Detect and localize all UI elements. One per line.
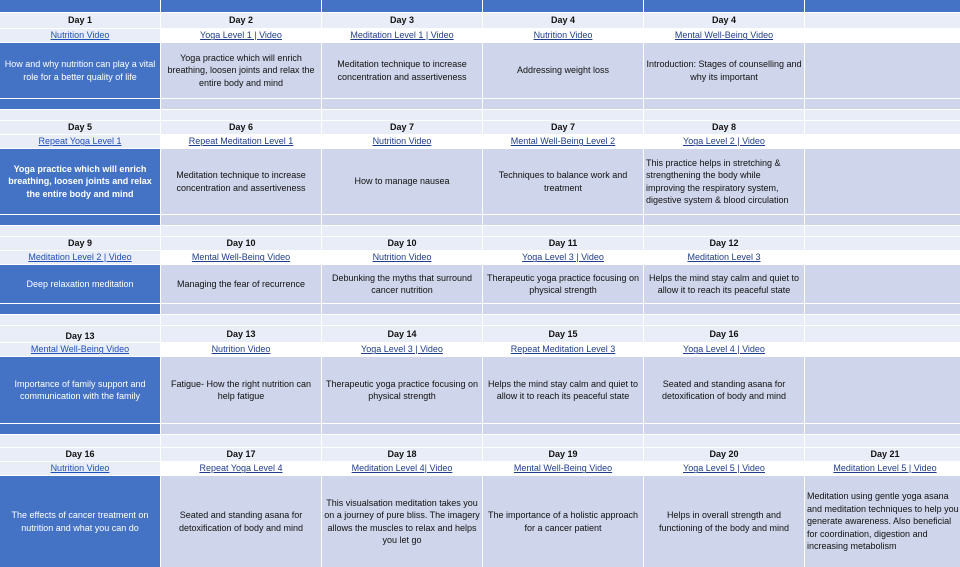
- spacer-cell: [0, 424, 160, 434]
- topic-description: Deep relaxation meditation: [0, 265, 160, 303]
- topic-description: Addressing weight loss: [483, 43, 643, 98]
- video-link[interactable]: [644, 343, 804, 356]
- spacer-cell: [483, 99, 643, 109]
- video-link[interactable]: [161, 251, 321, 264]
- spacer-cell: [0, 110, 160, 120]
- day-label: Day 8: [644, 121, 804, 134]
- video-link[interactable]: [161, 343, 321, 356]
- day-label: Day 13: [161, 326, 321, 342]
- day-label: Day 2: [161, 13, 321, 28]
- day-label: Day 9: [0, 237, 160, 250]
- topic-description: This visualsation meditation takes you on a journey of pure bliss. The imagery allows the muscles to relax and helps you let go: [322, 476, 482, 567]
- video-link[interactable]: [483, 343, 643, 356]
- day-label: Day 15: [483, 326, 643, 342]
- video-link[interactable]: [161, 462, 321, 475]
- spacer-cell: [161, 226, 321, 236]
- spacer-cell: [644, 99, 804, 109]
- spacer-cell: [805, 435, 960, 447]
- topic-description: Helps the mind stay calm and quiet to allow it to reach its peaceful state: [644, 265, 804, 303]
- spacer-cell: [483, 226, 643, 236]
- video-link-text[interactable]: Repeat Meditation Level 1: [188, 136, 294, 147]
- video-link[interactable]: [644, 462, 804, 475]
- spacer-cell: [0, 304, 160, 314]
- topic-description: Importance of family support and communication with the family: [0, 357, 160, 423]
- topic-description: Therapeutic yoga practice focusing on physical strength: [322, 357, 482, 423]
- day-label: Day 10: [322, 237, 482, 250]
- day-label: Day 17: [161, 448, 321, 461]
- video-link[interactable]: [322, 29, 482, 42]
- spacer-cell: [483, 435, 643, 447]
- video-link[interactable]: [161, 135, 321, 148]
- topic-description: Introduction: Stages of counselling and why its important: [644, 43, 804, 98]
- spacer-cell: [322, 99, 482, 109]
- day-label: Day 1: [0, 13, 160, 28]
- video-link[interactable]: [644, 251, 804, 264]
- header-cell: [0, 0, 160, 12]
- day-label: [805, 326, 960, 342]
- topic-description: The importance of a holistic approach for a cancer patient: [483, 476, 643, 567]
- spacer-cell: [644, 215, 804, 225]
- spacer-cell: [644, 315, 804, 325]
- video-link[interactable]: [322, 343, 482, 356]
- header-cell: [805, 0, 960, 12]
- spacer-cell: [483, 304, 643, 314]
- video-link-text[interactable]: Nutrition Video: [372, 252, 432, 263]
- video-link[interactable]: [483, 251, 643, 264]
- spacer-cell: [0, 99, 160, 109]
- topic-description: [805, 357, 960, 423]
- video-link-text[interactable]: Mental Well-Being Level 2: [510, 136, 616, 147]
- video-link-text[interactable]: Yoga Level 3 | Video: [522, 252, 604, 263]
- video-link-text[interactable]: Nutrition Video: [372, 136, 432, 147]
- video-link-text[interactable]: Meditation Level 2 | Video: [28, 252, 132, 263]
- spacer-cell: [805, 226, 960, 236]
- spacer-cell: [483, 315, 643, 325]
- video-link-text[interactable]: Yoga Level 2 | Video: [683, 136, 765, 147]
- video-link: [805, 343, 960, 356]
- video-link-text[interactable]: Meditation Level 4| Video: [351, 463, 453, 474]
- spacer-cell: [0, 315, 160, 325]
- header-cell: [161, 0, 321, 12]
- spacer-cell: [805, 110, 960, 120]
- spacer-cell: [0, 215, 160, 225]
- day-label: Day 14: [322, 326, 482, 342]
- spacer-cell: [805, 304, 960, 314]
- spacer-cell: [0, 226, 160, 236]
- spacer-cell: [644, 424, 804, 434]
- video-link: [805, 251, 960, 264]
- video-link-text[interactable]: Nutrition Video: [50, 463, 110, 474]
- video-link-text[interactable]: Repeat Meditation Level 3: [510, 344, 616, 355]
- topic-description: The effects of cancer treatment on nutrition and what you can do: [0, 476, 160, 567]
- day-label: Day 4: [483, 13, 643, 28]
- topic-description: This practice helps in stretching & strengthening the body while improving the respiratory system, digestive system & blood circulation: [644, 149, 804, 214]
- spacer-cell: [161, 435, 321, 447]
- spacer-cell: [161, 304, 321, 314]
- spacer-cell: [161, 99, 321, 109]
- day-label: Day 5: [0, 121, 160, 134]
- video-link-text[interactable]: Mental Well-Being Video: [513, 463, 613, 474]
- video-link[interactable]: [0, 29, 160, 42]
- day-label: Day 4: [644, 13, 804, 28]
- topic-description: Managing the fear of recurrence: [161, 265, 321, 303]
- topic-description: [805, 149, 960, 214]
- day-label: Day 20: [644, 448, 804, 461]
- day-label: Day 18: [322, 448, 482, 461]
- spacer-cell: [322, 110, 482, 120]
- day-label: Day 7: [322, 121, 482, 134]
- video-link[interactable]: [0, 462, 160, 475]
- day-label: Day 7: [483, 121, 643, 134]
- spacer-cell: [644, 110, 804, 120]
- video-link[interactable]: [644, 29, 804, 42]
- header-cell: [644, 0, 804, 12]
- video-link-text[interactable]: Yoga Level 1 | Video: [200, 30, 282, 41]
- topic-description: Meditation technique to increase concentration and assertiveness: [161, 149, 321, 214]
- video-link[interactable]: [0, 251, 160, 264]
- topic-description: How to manage nausea: [322, 149, 482, 214]
- video-link-text[interactable]: Meditation Level 3: [687, 252, 761, 263]
- video-link-text[interactable]: Yoga Level 3 | Video: [361, 344, 443, 355]
- video-link[interactable]: [483, 462, 643, 475]
- day-label: Day 10: [161, 237, 321, 250]
- day-label: Day 6: [161, 121, 321, 134]
- video-link-text[interactable]: Repeat Yoga Level 4: [199, 463, 283, 474]
- spacer-cell: [161, 110, 321, 120]
- video-link[interactable]: [805, 462, 960, 475]
- day-label: Day 3: [322, 13, 482, 28]
- video-link-text[interactable]: Nutrition Video: [533, 30, 593, 41]
- spacer-cell: [805, 215, 960, 225]
- video-link[interactable]: [0, 135, 160, 148]
- day-label: Day 16: [0, 448, 160, 461]
- spacer-cell: [322, 215, 482, 225]
- spacer-cell: [483, 424, 643, 434]
- topic-description: Seated and standing asana for detoxification of body and mind: [161, 476, 321, 567]
- header-cell: [483, 0, 643, 12]
- spacer-cell: [483, 215, 643, 225]
- topic-description: Helps in overall strength and functioning of the body and mind: [644, 476, 804, 567]
- topic-description: [805, 265, 960, 303]
- video-link-text[interactable]: Mental Well-Being Video: [30, 344, 130, 355]
- video-link-text[interactable]: Repeat Yoga Level 1: [38, 136, 122, 147]
- topic-description: Therapeutic yoga practice focusing on physical strength: [483, 265, 643, 303]
- day-label: [805, 237, 960, 250]
- day-label: Day 16: [644, 326, 804, 342]
- spacer-cell: [161, 315, 321, 325]
- video-link[interactable]: [322, 251, 482, 264]
- topic-description: Seated and standing asana for detoxification of body and mind: [644, 357, 804, 423]
- video-link-text[interactable]: Yoga Level 4 | Video: [683, 344, 765, 355]
- video-link-text[interactable]: Nutrition Video: [50, 30, 110, 41]
- spacer-cell: [805, 315, 960, 325]
- spacer-cell: [322, 315, 482, 325]
- topic-description: Yoga practice which will enrich breathing, loosen joints and relax the entire body and mind: [161, 43, 321, 98]
- spacer-cell: [805, 99, 960, 109]
- day-label: Day 12: [644, 237, 804, 250]
- day-label: Day 11: [483, 237, 643, 250]
- video-link-text[interactable]: Yoga Level 5 | Video: [683, 463, 765, 474]
- day-label: [805, 13, 960, 28]
- video-link-text[interactable]: Nutrition Video: [211, 344, 271, 355]
- spacer-cell: [0, 435, 160, 447]
- spacer-cell: [644, 435, 804, 447]
- topic-description: How and why nutrition can play a vital role for a better quality of life: [0, 43, 160, 98]
- video-link: [805, 135, 960, 148]
- topic-description: Techniques to balance work and treatment: [483, 149, 643, 214]
- video-link[interactable]: [483, 29, 643, 42]
- spacer-cell: [322, 424, 482, 434]
- video-link[interactable]: [322, 135, 482, 148]
- header-cell: [322, 0, 482, 12]
- spacer-cell: [322, 304, 482, 314]
- topic-description: Meditation using gentle yoga asana and meditation techniques to help you generate awareness. Also beneficial for coordination, digestion and increasing metabolism: [805, 476, 960, 567]
- video-link-text[interactable]: Mental Well-Being Video: [674, 30, 774, 41]
- day-label: [805, 121, 960, 134]
- day-label: Day 19: [483, 448, 643, 461]
- video-link: [805, 29, 960, 42]
- spacer-cell: [322, 226, 482, 236]
- spacer-cell: [161, 424, 321, 434]
- video-link[interactable]: [161, 29, 321, 42]
- spacer-cell: [322, 435, 482, 447]
- topic-description: Yoga practice which will enrich breathing, loosen joints and relax the entire body and mind: [0, 149, 160, 214]
- video-link[interactable]: [0, 343, 160, 356]
- video-link-text[interactable]: Mental Well-Being Video: [191, 252, 291, 263]
- topic-description: Fatigue- How the right nutrition can help fatigue: [161, 357, 321, 423]
- day-label: Day 13: [0, 326, 160, 342]
- spacer-cell: [644, 304, 804, 314]
- spacer-cell: [805, 424, 960, 434]
- spacer-cell: [483, 110, 643, 120]
- video-link-text[interactable]: Meditation Level 1 | Video: [350, 30, 454, 41]
- spacer-cell: [644, 226, 804, 236]
- topic-description: [805, 43, 960, 98]
- topic-description: Meditation technique to increase concentration and assertiveness: [322, 43, 482, 98]
- video-link-text[interactable]: Meditation Level 5 | Video: [833, 463, 937, 474]
- topic-description: Debunking the myths that surround cancer nutrition: [322, 265, 482, 303]
- spacer-cell: [161, 215, 321, 225]
- video-link[interactable]: [483, 135, 643, 148]
- video-link[interactable]: [322, 462, 482, 475]
- video-link[interactable]: [644, 135, 804, 148]
- day-label: Day 21: [805, 448, 960, 461]
- topic-description: Helps the mind stay calm and quiet to allow it to reach its peaceful state: [483, 357, 643, 423]
